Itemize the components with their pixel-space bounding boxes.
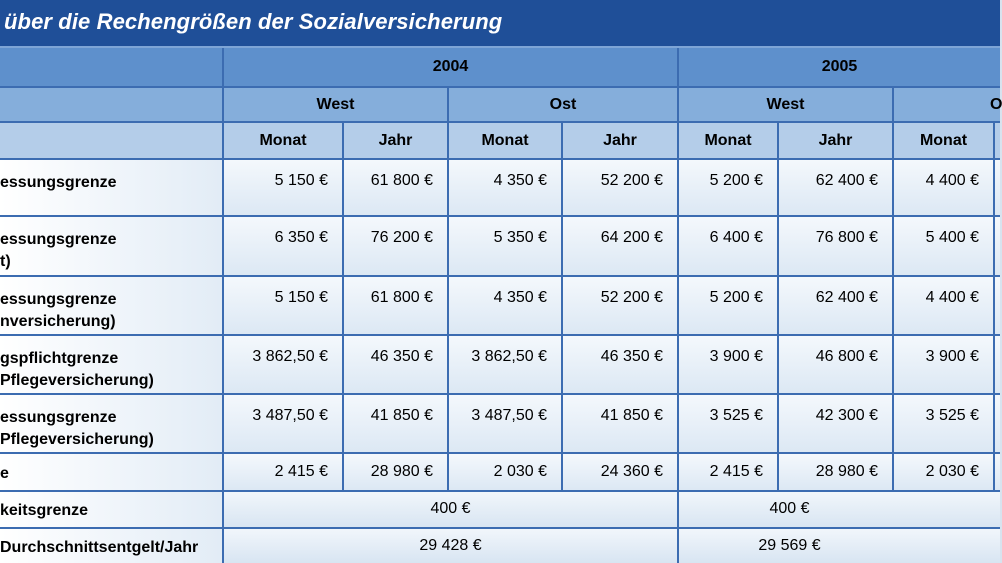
table-cell: 3 487,50 €	[224, 395, 344, 454]
table-cell: 5 200 €	[679, 277, 779, 336]
table-cell: 3 487,50 €	[449, 395, 563, 454]
table-cell: 5 150 €	[224, 277, 344, 336]
period-header: Monat	[449, 123, 563, 160]
period-header: Monat	[224, 123, 344, 160]
table-cell: 4 350 €	[449, 277, 563, 336]
table-cell-cutoff	[995, 277, 1000, 336]
row-label: Durchschnittsentgelt/Jahr	[0, 529, 224, 563]
table-cell: 62 400 €	[779, 277, 894, 336]
table-cell: 24 360 €	[563, 454, 679, 492]
period-header: Jahr	[779, 123, 894, 160]
table-cell: 5 400 €	[894, 217, 995, 277]
table-cell: 46 350 €	[563, 336, 679, 395]
table-cell: 2 415 €	[679, 454, 779, 492]
region-header: Ost	[449, 88, 679, 123]
row-label: e	[0, 454, 224, 492]
period-header: Jahr	[563, 123, 679, 160]
title-bar	[0, 0, 1000, 48]
table-cell: 3 862,50 €	[449, 336, 563, 395]
period-header: Monat	[894, 123, 995, 160]
region-header: West	[679, 88, 894, 123]
header-corner	[0, 88, 224, 123]
period-header: Monat	[679, 123, 779, 160]
row-label: essungsgrenze nversicherung)	[0, 277, 224, 336]
table-cell-cutoff	[995, 217, 1000, 277]
table-cell: 6 400 €	[679, 217, 779, 277]
table-cell: 4 350 €	[449, 160, 563, 217]
row-label: essungsgrenze Pflegeversicherung)	[0, 395, 224, 454]
table-cell: 4 400 €	[894, 277, 995, 336]
row-label: essungsgrenze	[0, 160, 224, 217]
table-cell: 29 569 €	[679, 529, 1000, 563]
table-cell: 3 525 €	[679, 395, 779, 454]
period-header-cutoff	[995, 123, 1000, 160]
table-cell: 2 030 €	[894, 454, 995, 492]
table-cell: 29 428 €	[224, 529, 679, 563]
table-cell: 52 200 €	[563, 160, 679, 217]
table-title: über die Rechengrößen der Sozialversicherung	[4, 9, 503, 34]
header-corner	[0, 48, 224, 88]
table-cell: 46 800 €	[779, 336, 894, 395]
table-cell: 41 850 €	[563, 395, 679, 454]
table-cell: 6 350 €	[224, 217, 344, 277]
row-label: essungsgrenze t)	[0, 217, 224, 277]
table-cell: 76 200 €	[344, 217, 449, 277]
table-cell: 42 300 €	[779, 395, 894, 454]
table-cell: 4 400 €	[894, 160, 995, 217]
table-cell: 5 200 €	[679, 160, 779, 217]
table-cell: 61 800 €	[344, 277, 449, 336]
table-cell-cutoff	[995, 336, 1000, 395]
table-cell-cutoff	[995, 454, 1000, 492]
table-cell: 2 030 €	[449, 454, 563, 492]
row-label: gspflichtgrenze Pflegeversicherung)	[0, 336, 224, 395]
table-cell: 5 350 €	[449, 217, 563, 277]
table-cell-cutoff	[995, 160, 1000, 217]
table-cell: 46 350 €	[344, 336, 449, 395]
table-cell: 76 800 €	[779, 217, 894, 277]
period-header: Jahr	[344, 123, 449, 160]
header-corner	[0, 123, 224, 160]
table-cell: 52 200 €	[563, 277, 679, 336]
table-cell: 64 200 €	[563, 217, 679, 277]
year-header-2005: 2005	[679, 48, 1000, 88]
table-cell: 62 400 €	[779, 160, 894, 217]
table-cell: 28 980 €	[344, 454, 449, 492]
table-cell: 400 €	[224, 492, 679, 529]
table-cell: 3 900 €	[679, 336, 779, 395]
data-table	[0, 48, 1000, 563]
table-cell: 28 980 €	[779, 454, 894, 492]
region-header: O	[894, 88, 1000, 123]
table-cell: 3 862,50 €	[224, 336, 344, 395]
table-cell: 41 850 €	[344, 395, 449, 454]
table-cell: 3 525 €	[894, 395, 995, 454]
table-cell: 61 800 €	[344, 160, 449, 217]
row-label: keitsgrenze	[0, 492, 224, 529]
table-cell: 400 €	[679, 492, 1000, 529]
table-cell: 3 900 €	[894, 336, 995, 395]
table-cell: 2 415 €	[224, 454, 344, 492]
table-cell: 5 150 €	[224, 160, 344, 217]
year-header-2004: 2004	[224, 48, 679, 88]
table-cell-cutoff	[995, 395, 1000, 454]
region-header: West	[224, 88, 449, 123]
